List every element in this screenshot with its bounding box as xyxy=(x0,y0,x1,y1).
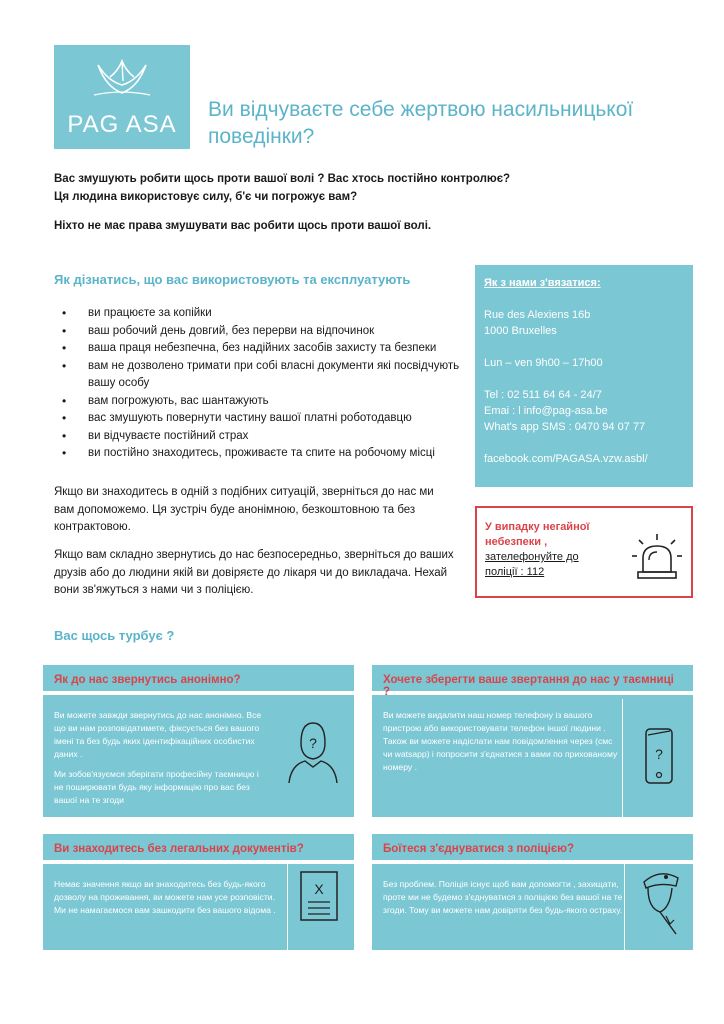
page-title: Ви відчуваєте себе жертвою насильницької поведінки? xyxy=(208,98,634,148)
list-item: • ви працюєте за копійки xyxy=(62,305,472,323)
contact-phone[interactable]: Tel : 02 511 64 64 - 24/7 xyxy=(484,389,602,401)
exploitation-list xyxy=(62,305,472,463)
indirect-contact-paragraph: Якщо вам складно звернутись до нас безпосередньо, зверніться до ваших друзів або до людини якій ви довіряєте до лікаря чи до викладача. Нехай вони зв'яжуться з нами чи з поліцією. xyxy=(54,549,454,596)
question-mark: ? xyxy=(655,746,663,762)
card-anonymous-title: Як до нас звернутись анонімно? xyxy=(43,665,354,695)
list-item: • вам погрожують, вас шантажують xyxy=(62,393,472,411)
card-secret-body xyxy=(383,709,619,781)
card-divider xyxy=(624,864,625,950)
list-item: • ваш робочий день довгий, без перерви на відпочинок xyxy=(62,323,472,341)
card-no-documents xyxy=(43,834,354,950)
card-no-documents-body xyxy=(54,878,282,924)
list-item: • вам не дозволено тримати при собі власні документи які посвідчують вашу особу xyxy=(62,358,472,393)
card-secret xyxy=(372,665,693,817)
card-police xyxy=(372,834,693,950)
bird-logo-icon xyxy=(92,59,152,105)
card-police-title: Боїтеся з'єднуватися з поліцією? xyxy=(372,834,693,864)
emergency-line-3: зателефонуйте до xyxy=(485,551,579,563)
contact-box xyxy=(475,265,693,487)
police-officer-icon xyxy=(636,864,684,938)
contact-title: Як з нами з'вязатися: xyxy=(484,277,601,289)
card-no-documents-text: Немає значення якщо ви знаходитесь без будь-якого дозволу на проживання, ви можете нам усе розповісти. Ми не намагаємося вам зашкодити без вашого відома . xyxy=(54,879,276,915)
contact-whatsapp[interactable]: What's app SMS : 0470 94 07 77 xyxy=(484,421,646,433)
intro-line-2: Ця людина використовує силу, б'є чи погрожує вам? xyxy=(54,191,358,203)
card-secret-title: Хочете зберегти ваше звертання до нас у таємниці ? xyxy=(372,665,693,695)
card-anonymous-text-2: Ми зобов'язуємся зберігати професійну таємницю і не поширювати будь яку інформацію про вас без вашої на те згоди xyxy=(54,769,259,805)
card-police-text: Без проблем. Поліція існує щоб вам допомогти , захищати, проте ми не будемо з'єднуватися з поліцією без вашої на те згоди. Тому ви можете нам довіряти без будь-якого остраху. xyxy=(383,879,623,915)
emergency-box xyxy=(475,506,693,598)
concerns-heading: Вас щось турбує ? xyxy=(54,628,175,643)
document-icon xyxy=(299,870,339,922)
doc-mark: X xyxy=(314,881,324,897)
card-anonymous xyxy=(43,665,354,817)
contact-address-2: 1000 Bruxelles xyxy=(484,325,557,337)
card-anonymous-text-1: Ви можете завжди звернутись до нас анонімно. Все що ви нам розповідатимете, фіксується без вашого імені та без будь яких ідентифікаційних особистих даних . xyxy=(54,710,262,759)
card-no-documents-title: Ви знаходитесь без легальних документів? xyxy=(43,834,354,864)
siren-icon xyxy=(629,530,685,586)
intro-line-1: Вас змушують робити щось проти вашої волі ? Вас хтось постійно контролює? xyxy=(54,173,511,185)
list-item: • вас змушують повернути частину вашої платні роботодавцю xyxy=(62,410,472,428)
question-mark: ? xyxy=(309,735,317,751)
card-police-body xyxy=(383,878,623,924)
list-item: • ваша праця небезпечна, без надійних засобів захисту та безпеки xyxy=(62,340,472,358)
contact-email[interactable]: Emai : l info@pag-asa.be xyxy=(484,405,608,417)
help-paragraph: Якщо ви знаходитесь в одній з подібних ситуацій, зверніться до нас ми вам допоможемо. Ця зустріч буде анонімною, безкоштовною та без контрактовою. xyxy=(54,486,434,533)
emergency-line-2: небезпеки , xyxy=(485,536,548,548)
intro-strong: Ніхто не має права змушувати вас робити щось проти вашої волі. xyxy=(54,220,432,232)
emergency-line-1: У випадку негайної xyxy=(485,521,590,533)
list-item: • ви відчуваєте постійний страх xyxy=(62,428,472,446)
exploitation-heading: Як дізнатись, що вас використовують та експлуатують xyxy=(54,272,411,287)
anonymous-person-icon xyxy=(285,717,341,783)
list-item: • ви постійно знаходитесь, проживаєте та спите на робочому місці xyxy=(62,445,472,463)
logo-text: PAG ASA xyxy=(67,111,177,138)
logo xyxy=(54,45,190,149)
phone-icon xyxy=(644,727,674,785)
emergency-line-4[interactable]: поліції : 112 xyxy=(485,566,545,578)
contact-facebook-link[interactable]: facebook.com/PAGASA.vzw.asbl/ xyxy=(484,453,648,465)
card-secret-text-1: Ви можете видалити наш номер телефону із вашого пристрою або використовувати телефон іншої людини . Також ви можете надіслати нам повідомлення через (смс чи watsapp) і попросити з'єднатися з вами по прихованому номеру . xyxy=(383,710,618,772)
card-divider xyxy=(287,864,288,950)
card-anonymous-body xyxy=(54,709,269,814)
card-divider xyxy=(622,699,623,817)
intro-text xyxy=(54,170,674,206)
contact-address-1: Rue des Alexiens 16b xyxy=(484,309,591,321)
contact-hours: Lun – ven 9h00 – 17h00 xyxy=(484,357,603,369)
